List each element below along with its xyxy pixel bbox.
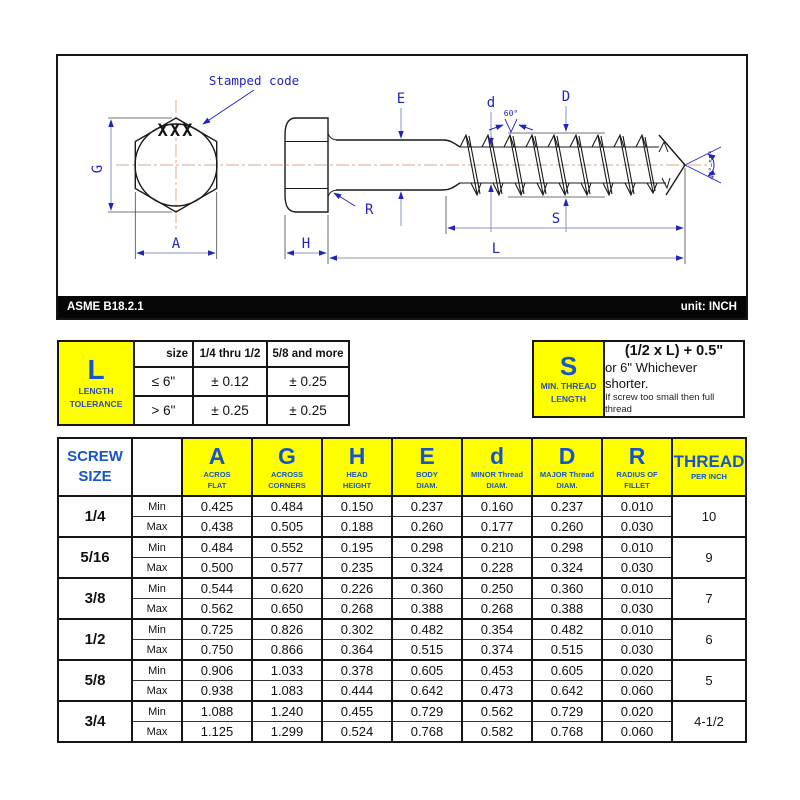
screw-spec-table bbox=[57, 437, 747, 743]
spec-value: 0.030 bbox=[602, 517, 672, 538]
minmax-header bbox=[132, 438, 182, 496]
spec-value: 0.388 bbox=[532, 599, 602, 620]
letter-L: L bbox=[87, 354, 105, 386]
technical-drawing-panel bbox=[56, 54, 748, 320]
spec-value: 0.500 bbox=[182, 558, 252, 579]
spec-value: 0.298 bbox=[392, 537, 462, 558]
spec-value: 0.725 bbox=[182, 619, 252, 640]
spec-value: 0.826 bbox=[252, 619, 322, 640]
col-header-d: d MINOR Thread DIAM. bbox=[462, 438, 532, 496]
max-label: Max bbox=[132, 640, 182, 661]
dim-label-d: d bbox=[486, 95, 496, 111]
threads-per-inch: 10 bbox=[672, 496, 746, 537]
min-thread-caption-2: LENGTH bbox=[551, 394, 586, 404]
length-caption-2: TOLERANCE bbox=[69, 399, 123, 409]
dim-label-H: H bbox=[301, 236, 311, 252]
screw-size-label: 1/2 bbox=[58, 619, 132, 660]
spec-value: 0.484 bbox=[252, 496, 322, 517]
spec-row-min bbox=[58, 660, 746, 681]
tolerance-value: ± 0.25 bbox=[267, 396, 349, 425]
threads-per-inch: 7 bbox=[672, 578, 746, 619]
stamped-code-marking: XXX bbox=[157, 121, 195, 141]
leader-lines bbox=[203, 90, 721, 206]
col-header-E: E BODY DIAM. bbox=[392, 438, 462, 496]
spec-value: 0.650 bbox=[252, 599, 322, 620]
spec-value: 0.425 bbox=[182, 496, 252, 517]
threads-per-inch: 9 bbox=[672, 537, 746, 578]
spec-value: 0.268 bbox=[462, 599, 532, 620]
spec-value: 0.453 bbox=[462, 660, 532, 681]
spec-value: 0.237 bbox=[532, 496, 602, 517]
size-range: > 6" bbox=[134, 396, 193, 425]
centerlines bbox=[116, 100, 708, 230]
spec-value: 1.240 bbox=[252, 701, 322, 722]
spec-value: 0.010 bbox=[602, 537, 672, 558]
spec-value: 0.060 bbox=[602, 681, 672, 702]
spec-value: 0.177 bbox=[462, 517, 532, 538]
spec-value: 0.482 bbox=[392, 619, 462, 640]
dim-label-D: D bbox=[561, 89, 571, 105]
col-header-R: R RADIUS OF FILLET bbox=[602, 438, 672, 496]
spec-value: 0.235 bbox=[322, 558, 392, 579]
screw-size-label: 3/8 bbox=[58, 578, 132, 619]
screw-size-label: 3/4 bbox=[58, 701, 132, 742]
spec-value: 0.768 bbox=[392, 722, 462, 743]
spec-value: 0.482 bbox=[532, 619, 602, 640]
spec-value: 0.906 bbox=[182, 660, 252, 681]
spec-value: 0.360 bbox=[392, 578, 462, 599]
tolerance-value: ± 0.25 bbox=[193, 396, 267, 425]
spec-value: 0.030 bbox=[602, 599, 672, 620]
spec-value: 0.562 bbox=[462, 701, 532, 722]
spec-value: 0.444 bbox=[322, 681, 392, 702]
min-label: Min bbox=[132, 537, 182, 558]
spec-value: 0.030 bbox=[602, 640, 672, 661]
spec-value: 0.228 bbox=[462, 558, 532, 579]
threads-per-inch: 4-1/2 bbox=[672, 701, 746, 742]
col-header-H: H HEAD HEIGHT bbox=[322, 438, 392, 496]
thread-length-rule: or 6" Whichever shorter. bbox=[605, 359, 698, 392]
spec-value: 0.438 bbox=[182, 517, 252, 538]
max-label: Max bbox=[132, 722, 182, 743]
lag-screw-drawing bbox=[58, 56, 742, 296]
stamped-code-label: Stamped code bbox=[208, 73, 300, 88]
spec-row-max bbox=[58, 681, 746, 702]
spec-value: 0.642 bbox=[392, 681, 462, 702]
range-header-small: 1/4 thru 1/2 bbox=[193, 341, 267, 367]
tolerance-value: ± 0.25 bbox=[267, 367, 349, 396]
screw-size-label: 5/8 bbox=[58, 660, 132, 701]
dim-label-R: R bbox=[365, 202, 374, 218]
min-thread-length-table bbox=[532, 340, 745, 418]
spec-value: 0.729 bbox=[532, 701, 602, 722]
size-header: size bbox=[134, 341, 193, 367]
spec-value: 0.260 bbox=[392, 517, 462, 538]
range-header-large: 5/8 and more bbox=[267, 341, 349, 367]
length-caption-1: LENGTH bbox=[78, 386, 114, 397]
screw-size-header: SCREW SIZE bbox=[58, 438, 132, 496]
col-header-D: D MAJOR Thread DIAM. bbox=[532, 438, 602, 496]
spec-value: 0.195 bbox=[322, 537, 392, 558]
max-label: Max bbox=[132, 681, 182, 702]
spec-row-max bbox=[58, 640, 746, 661]
spec-value: 0.620 bbox=[252, 578, 322, 599]
spec-row-max bbox=[58, 517, 746, 538]
dim-label-G: G bbox=[90, 164, 106, 174]
point-angle-label: 40°~55° bbox=[708, 150, 716, 180]
spec-row-min bbox=[58, 701, 746, 722]
max-label: Max bbox=[132, 558, 182, 579]
max-label: Max bbox=[132, 599, 182, 620]
spec-value: 0.237 bbox=[392, 496, 462, 517]
spec-value: 0.750 bbox=[182, 640, 252, 661]
thread-length-note: If screw too small then full thread bbox=[605, 392, 715, 416]
spec-value: 0.605 bbox=[532, 660, 602, 681]
spec-value: 0.484 bbox=[182, 537, 252, 558]
spec-value: 0.354 bbox=[462, 619, 532, 640]
min-thread-title bbox=[534, 342, 605, 416]
min-thread-caption-1: MIN. THREAD bbox=[540, 380, 597, 391]
col-header-G: G ACROSS CORNERS bbox=[252, 438, 322, 496]
spec-value: 0.562 bbox=[182, 599, 252, 620]
spec-value: 0.642 bbox=[532, 681, 602, 702]
length-tolerance-title bbox=[58, 341, 134, 425]
spec-value: 0.473 bbox=[462, 681, 532, 702]
spec-value: 0.298 bbox=[532, 537, 602, 558]
spec-value: 0.515 bbox=[532, 640, 602, 661]
spec-value: 0.505 bbox=[252, 517, 322, 538]
spec-value: 0.060 bbox=[602, 722, 672, 743]
spec-value: 0.515 bbox=[392, 640, 462, 661]
spec-value: 0.768 bbox=[532, 722, 602, 743]
thread-angle-label: 60° bbox=[503, 109, 519, 118]
spec-value: 0.030 bbox=[602, 558, 672, 579]
min-label: Min bbox=[132, 496, 182, 517]
spec-value: 0.160 bbox=[462, 496, 532, 517]
spec-row-min bbox=[58, 496, 746, 517]
spec-value: 1.299 bbox=[252, 722, 322, 743]
spec-value: 0.226 bbox=[322, 578, 392, 599]
spec-row-max bbox=[58, 558, 746, 579]
spec-value: 0.455 bbox=[322, 701, 392, 722]
spec-row-max bbox=[58, 722, 746, 743]
dim-label-L: L bbox=[491, 241, 501, 257]
min-label: Min bbox=[132, 701, 182, 722]
tolerance-value: ± 0.12 bbox=[193, 367, 267, 396]
spec-value: 1.033 bbox=[252, 660, 322, 681]
spec-value: 0.260 bbox=[532, 517, 602, 538]
screw-size-label: 5/16 bbox=[58, 537, 132, 578]
thread-length-formula: (1/2 x L) + 0.5" bbox=[624, 342, 724, 359]
min-label: Min bbox=[132, 660, 182, 681]
max-label: Max bbox=[132, 517, 182, 538]
threads-per-inch: 6 bbox=[672, 619, 746, 660]
spec-value: 0.378 bbox=[322, 660, 392, 681]
spec-value: 0.324 bbox=[392, 558, 462, 579]
letter-S: S bbox=[559, 350, 578, 381]
spec-value: 0.010 bbox=[602, 619, 672, 640]
spec-value: 0.360 bbox=[532, 578, 602, 599]
spec-value: 0.268 bbox=[322, 599, 392, 620]
dim-label-E: E bbox=[396, 91, 406, 107]
spec-value: 0.150 bbox=[322, 496, 392, 517]
spec-value: 0.020 bbox=[602, 701, 672, 722]
spec-value: 0.188 bbox=[322, 517, 392, 538]
spec-value: 0.552 bbox=[252, 537, 322, 558]
spec-value: 0.250 bbox=[462, 578, 532, 599]
spec-value: 1.125 bbox=[182, 722, 252, 743]
min-label: Min bbox=[132, 619, 182, 640]
threads-per-inch: 5 bbox=[672, 660, 746, 701]
spec-value: 0.866 bbox=[252, 640, 322, 661]
unit-label: unit: INCH bbox=[680, 301, 737, 313]
spec-row-min bbox=[58, 578, 746, 599]
spec-row-max bbox=[58, 599, 746, 620]
size-range: ≤ 6" bbox=[134, 367, 193, 396]
spec-value: 0.524 bbox=[322, 722, 392, 743]
dim-label-A: A bbox=[171, 236, 181, 252]
title-bar bbox=[58, 296, 746, 318]
col-header-thread: THREAD PER INCH bbox=[672, 438, 746, 496]
spec-value: 0.010 bbox=[602, 578, 672, 599]
spec-value: 1.088 bbox=[182, 701, 252, 722]
spec-value: 0.577 bbox=[252, 558, 322, 579]
spec-value: 1.083 bbox=[252, 681, 322, 702]
spec-value: 0.302 bbox=[322, 619, 392, 640]
min-label: Min bbox=[132, 578, 182, 599]
spec-row-min bbox=[58, 537, 746, 558]
dimension-lines bbox=[111, 106, 683, 258]
spec-value: 0.324 bbox=[532, 558, 602, 579]
spec-value: 0.605 bbox=[392, 660, 462, 681]
standard-label: ASME B18.2.1 bbox=[67, 301, 144, 313]
screw-size-label: 1/4 bbox=[58, 496, 132, 537]
spec-value: 0.374 bbox=[462, 640, 532, 661]
col-header-A: A ACROS FLAT bbox=[182, 438, 252, 496]
spec-value: 0.729 bbox=[392, 701, 462, 722]
spec-value: 0.582 bbox=[462, 722, 532, 743]
spec-value: 0.020 bbox=[602, 660, 672, 681]
spec-value: 0.364 bbox=[322, 640, 392, 661]
spec-value: 0.388 bbox=[392, 599, 462, 620]
spec-value: 0.938 bbox=[182, 681, 252, 702]
spec-row-min bbox=[58, 619, 746, 640]
spec-value: 0.210 bbox=[462, 537, 532, 558]
dim-label-S: S bbox=[551, 211, 561, 227]
spec-value: 0.010 bbox=[602, 496, 672, 517]
length-tolerance-table bbox=[57, 340, 350, 426]
spec-header-row bbox=[58, 438, 746, 496]
spec-value: 0.544 bbox=[182, 578, 252, 599]
min-thread-rule bbox=[605, 342, 743, 416]
